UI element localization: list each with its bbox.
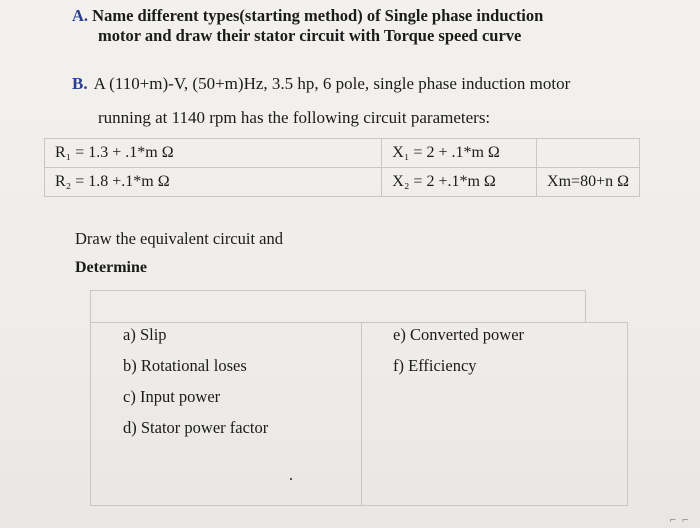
stray-mark <box>290 478 292 480</box>
parameter-table <box>44 138 640 197</box>
question-b-line2: running at 1140 rpm has the following circuit parameters: <box>98 108 491 127</box>
empty-cell <box>537 139 640 168</box>
watermark-mark: ⌐ ⌐ <box>669 516 690 526</box>
param-x2: X₂ = 2 +.1*m Ω <box>382 168 537 197</box>
list-item: b) Rotational loses <box>123 356 247 375</box>
items-right-list <box>393 324 524 386</box>
list-item: d) Stator power factor <box>123 418 269 437</box>
param-x1: X₁ = 2 + .1*m Ω <box>382 139 537 168</box>
question-b-line1: A (110+m)-V, (50+m)Hz, 3.5 hp, 6 pole, single phase induction motor <box>93 74 571 93</box>
question-b-letter: B. <box>72 74 88 93</box>
param-xm: Xm=80+n Ω <box>537 168 640 197</box>
items-left-list <box>123 324 268 448</box>
items-box <box>90 322 628 506</box>
list-item: a) Slip <box>123 325 167 344</box>
list-item: e) Converted power <box>393 325 525 344</box>
determine-heading: Determine <box>75 259 147 276</box>
question-a-line2: motor and draw their stator circuit with Torque speed curve <box>98 26 522 45</box>
items-box-header <box>90 290 586 323</box>
list-item: c) Input power <box>123 387 221 406</box>
param-r2: R₂ = 1.8 +.1*m Ω <box>45 168 382 197</box>
table-row <box>45 168 640 197</box>
param-r1: R₁ = 1.3 + .1*m Ω <box>45 139 382 168</box>
question-a-line1: Name different types(starting method) of Single phase induction <box>92 6 544 25</box>
question-a-letter: A. <box>72 6 89 25</box>
draw-instruction: Draw the equivalent circuit and <box>75 229 283 248</box>
list-item: f) Efficiency <box>393 356 477 375</box>
column-divider <box>361 323 362 505</box>
table-row <box>45 139 640 168</box>
question-b <box>72 68 652 134</box>
question-a <box>72 6 632 46</box>
